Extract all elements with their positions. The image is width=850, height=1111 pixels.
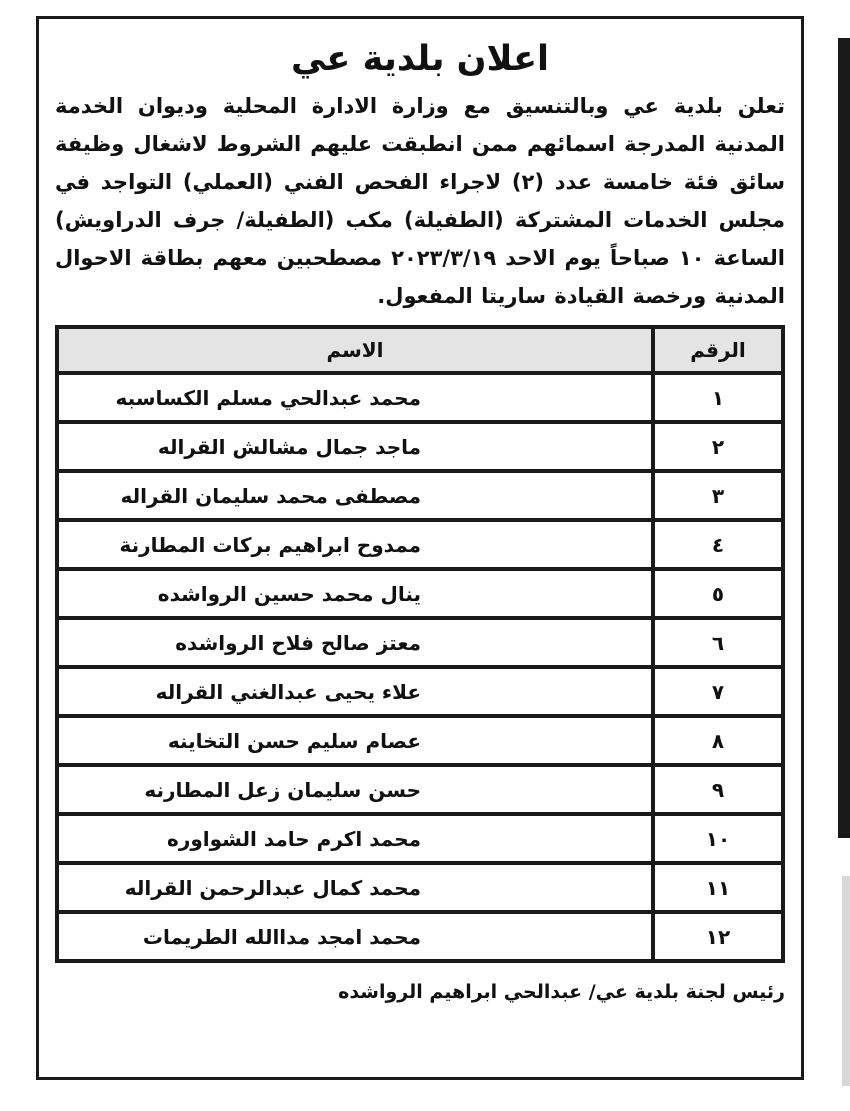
row-number: ١٠: [653, 814, 783, 863]
row-number: ١٢: [653, 912, 783, 961]
table-row: [57, 716, 783, 765]
row-name: ماجد جمال مشالش القراله: [57, 422, 653, 471]
column-header-number: الرقم: [653, 327, 783, 373]
row-number: ٨: [653, 716, 783, 765]
row-name: ممدوح ابراهيم بركات المطارنة: [57, 520, 653, 569]
table-row: [57, 471, 783, 520]
table-row: [57, 814, 783, 863]
table-row: [57, 863, 783, 912]
notice-body: تعلن بلدية عي وبالتنسيق مع وزارة الادارة المحلية وديوان الخدمة المدنية المدرجة اسمائهم ممن انطبقت عليهم الشروط لاشغال وظيفة سائق فئة خامسة عدد (٢) لاجراء الفحص الفني (العملي) التواجد في مجلس الخدمات المشتركة (الطفيلة) مكب (الطفيلة/ جرف الدراويش) الساعة ١٠ صباحاً يوم الاحد ٢٠٢٣/٣/١٩ مصطحبين معهم بطاقة الاحوال المدنية ورخصة القيادة ساريتا المفعول.: [55, 94, 785, 308]
table-row: [57, 569, 783, 618]
row-name: محمد امجد مداالله الطريمات: [57, 912, 653, 961]
row-number: ١: [653, 373, 783, 422]
row-name: علاء يحيى عبدالغني القراله: [57, 667, 653, 716]
notice-title: اعلان بلدية عي: [290, 39, 550, 79]
row-name: حسن سليمان زعل المطارنه: [57, 765, 653, 814]
table-row: [57, 765, 783, 814]
adjacent-column-edge-gray: [842, 876, 850, 1086]
row-number: ٢: [653, 422, 783, 471]
adjacent-column-edge: [838, 38, 850, 838]
table-row: [57, 373, 783, 422]
table-row: [57, 520, 783, 569]
row-number: ٥: [653, 569, 783, 618]
row-name: معتز صالح فلاح الرواشده: [57, 618, 653, 667]
signature-line: رئيس لجنة بلدية عي/ عبدالحي ابراهيم الرواشده: [338, 981, 785, 1003]
names-table: [55, 325, 785, 963]
row-name: محمد كمال عبدالرحمن القراله: [57, 863, 653, 912]
table-header-row: [57, 327, 783, 373]
row-number: ٣: [653, 471, 783, 520]
row-name: ينال محمد حسين الرواشده: [57, 569, 653, 618]
table-row: [57, 912, 783, 961]
row-number: ٧: [653, 667, 783, 716]
table-row: [57, 667, 783, 716]
table-row: [57, 422, 783, 471]
row-number: ٩: [653, 765, 783, 814]
row-number: ٤: [653, 520, 783, 569]
row-number: ٦: [653, 618, 783, 667]
row-name: محمد اكرم حامد الشواوره: [57, 814, 653, 863]
row-name: عصام سليم حسن التخاينه: [57, 716, 653, 765]
column-header-name: الاسم: [57, 327, 653, 373]
row-number: ١١: [653, 863, 783, 912]
row-name: محمد عبدالحي مسلم الكساسبه: [57, 373, 653, 422]
row-name: مصطفى محمد سليمان القراله: [57, 471, 653, 520]
table-row: [57, 618, 783, 667]
announcement-notice: [36, 16, 804, 1080]
